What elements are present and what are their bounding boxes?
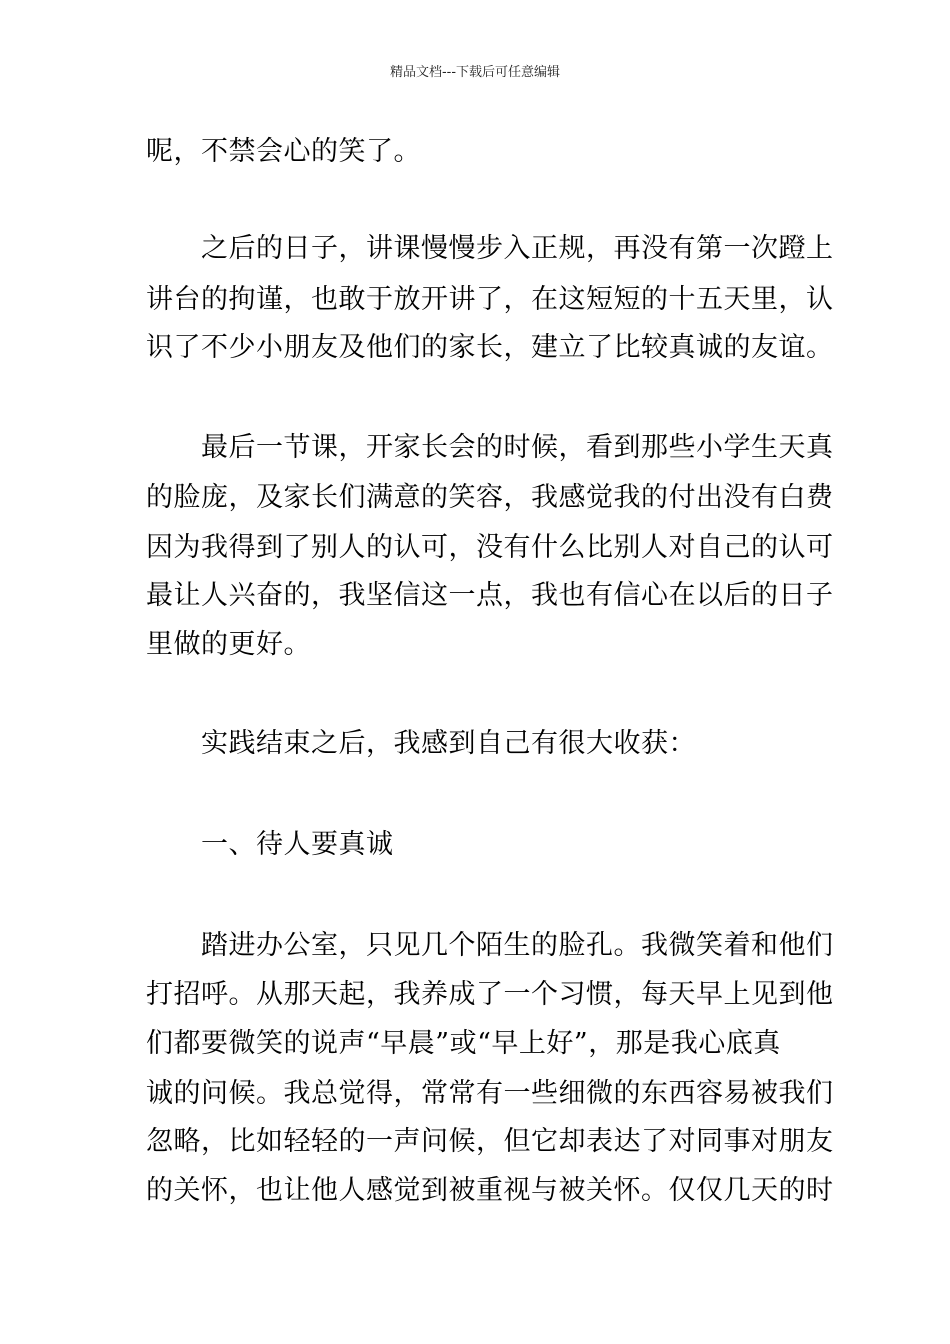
text-line: 忽略，比如轻轻的一声问候，但它却表达了对同事对朋友 (146, 1126, 834, 1157)
text-line: 讲台的拘谨，也敢于放开讲了，在这短短的十五天里，认 (146, 284, 834, 315)
text-line: 踏进办公室，只见几个陌生的脸孔。我微笑着和他们 (146, 930, 834, 961)
section-heading: 一、待人要真诚 (146, 829, 394, 860)
text-line: 最后一节课，开家长会的时候，看到那些小学生天真 (146, 432, 834, 463)
text-line: 的脸庞，及家长们满意的笑容，我感觉我的付出没有白费 (146, 482, 834, 513)
text-line: 实践结束之后，我感到自己有很大收获： (146, 728, 696, 759)
text-line: 最让人兴奋的，我坚信这一点，我也有信心在以后的日子 (146, 580, 834, 611)
text-line: 诚的问候。我总觉得，常常有一些细微的东西容易被我们 (146, 1078, 834, 1109)
text-line: 们都要微笑的说声“早晨”或“早上好”，那是我心底真 (146, 1028, 781, 1059)
text-line: 的关怀，也让他人感觉到被重视与被关怀。仅仅几天的时 (146, 1175, 834, 1206)
text-line: 里做的更好。 (146, 629, 311, 660)
text-line: 之后的日子，讲课慢慢步入正规，再没有第一次蹬上 (146, 233, 834, 264)
page-header: 精品文档---下载后可任意编辑 (389, 65, 561, 80)
text-line: 打招呼。从那天起，我养成了一个习惯，每天早上见到他 (146, 979, 834, 1010)
text-line: 识了不少小朋友及他们的家长，建立了比较真诚的友谊。 (146, 332, 834, 363)
text-line: 因为我得到了别人的认可，没有什么比别人对自己的认可 (146, 532, 834, 563)
text-line: 呢，不禁会心的笑了。 (146, 136, 421, 167)
